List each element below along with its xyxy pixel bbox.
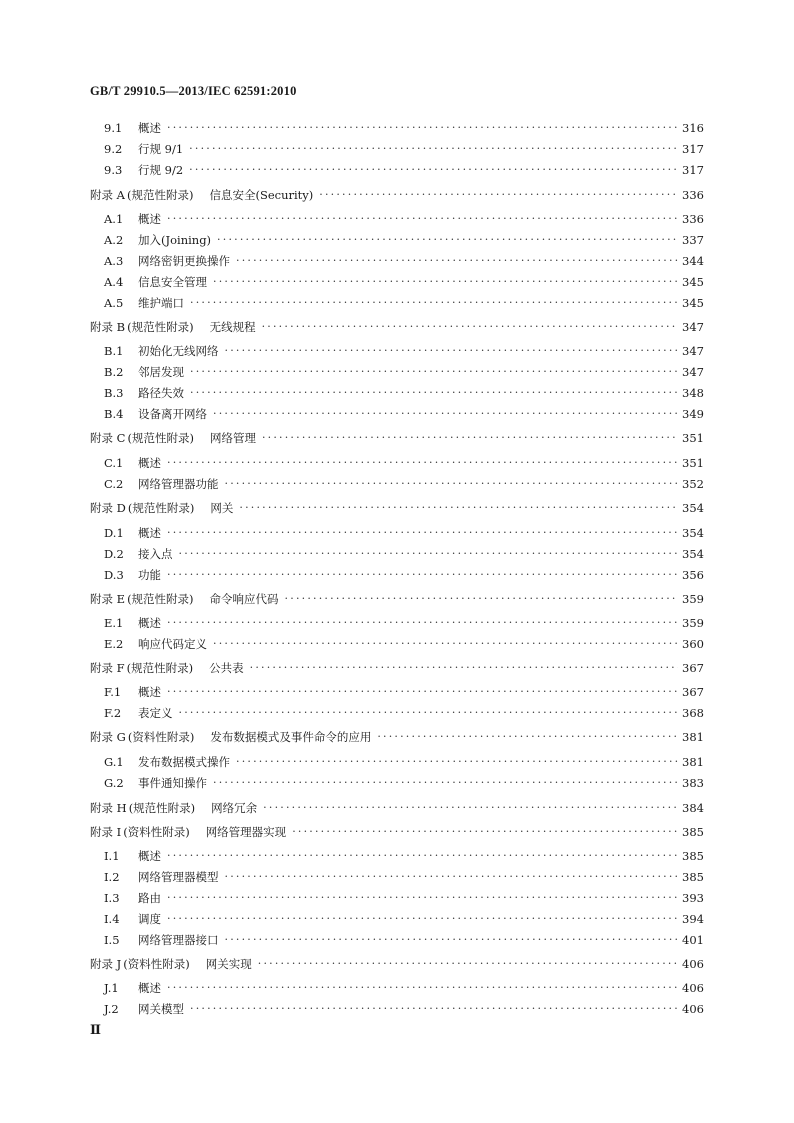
toc-section-entry[interactable]	[104, 384, 704, 402]
toc-entry-annex-type: (规范性附录)	[127, 320, 194, 334]
toc-entry-number: C.2	[104, 477, 124, 491]
toc-entry-title: 行规 9/2	[138, 163, 184, 177]
toc-entry-title: 网络冗余	[211, 801, 258, 815]
toc-entry-page: 406	[682, 957, 704, 971]
toc-entry-page: 401	[682, 933, 704, 947]
toc-dot-leader	[225, 931, 679, 949]
toc-entry-annex-type: (资料性附录)	[123, 825, 190, 839]
toc-appendix-entry[interactable]	[90, 318, 704, 336]
toc-entry-title: 路径失效	[138, 386, 184, 400]
toc-entry-title: 行规 9/1	[138, 142, 184, 156]
toc-entry-title: 网络密钥更换操作	[138, 254, 230, 268]
toc-entry-title: 概述	[138, 526, 161, 540]
toc-section-entry[interactable]	[104, 635, 704, 653]
toc-entry-number: B.3	[104, 386, 124, 400]
toc-entry-page: 406	[682, 981, 704, 995]
toc-entry-title: 网络管理器模型	[138, 870, 219, 884]
toc-entry-page: 393	[682, 891, 704, 905]
toc-dot-leader	[250, 659, 678, 677]
toc-entry-page: 317	[682, 142, 704, 156]
toc-dot-leader	[217, 231, 678, 249]
toc-entry-title: 调度	[138, 912, 161, 926]
toc-section-entry[interactable]	[104, 704, 704, 722]
toc-entry-page: 359	[682, 592, 704, 606]
toc-section-entry[interactable]	[104, 342, 704, 360]
toc-entry-page: 336	[682, 188, 704, 202]
toc-entry-number: A.2	[104, 233, 124, 247]
toc-appendix-entry[interactable]	[90, 186, 704, 204]
toc-entry-number: I.1	[104, 849, 120, 863]
toc-appendix-entry[interactable]	[90, 799, 704, 817]
toc-section-entry[interactable]	[104, 294, 704, 312]
toc-dot-leader	[167, 847, 678, 865]
toc-entry-page: 385	[682, 849, 704, 863]
toc-entry-number: 附录 H	[90, 801, 127, 815]
toc-entry-number: 附录 F	[90, 661, 125, 675]
toc-dot-leader	[213, 273, 678, 291]
toc-dot-leader	[239, 499, 678, 517]
toc-dot-leader	[167, 566, 678, 584]
toc-section-entry[interactable]	[104, 868, 704, 886]
toc-section-entry[interactable]	[104, 454, 704, 472]
toc-entry-annex-type: (规范性附录)	[127, 431, 194, 445]
toc-entry-page: 347	[682, 320, 704, 334]
toc-entry-title: 响应代码定义	[138, 637, 207, 651]
toc-entry-number: J.1	[104, 981, 119, 995]
toc-entry-number: I.4	[104, 912, 120, 926]
toc-entry-title: 无线规程	[209, 320, 256, 334]
toc-entry-number: 附录 I	[90, 825, 122, 839]
toc-dot-leader	[225, 342, 679, 360]
toc-entry-page: 359	[682, 616, 704, 630]
toc-dot-leader	[167, 119, 678, 137]
toc-entry-number: G.1	[104, 755, 124, 769]
toc-dot-leader	[213, 774, 678, 792]
toc-dot-leader	[167, 454, 678, 472]
toc-dot-leader	[167, 524, 678, 542]
toc-entry-annex-type: (规范性附录)	[126, 661, 194, 675]
toc-dot-leader	[189, 161, 678, 179]
toc-dot-leader	[190, 363, 678, 381]
toc-entry-title: 加入(Joining)	[138, 233, 212, 247]
toc-entry-page: 336	[682, 212, 704, 226]
toc-entry-page: 384	[682, 801, 704, 815]
toc-entry-title: 网络管理器功能	[138, 477, 219, 491]
toc-entry-page: 367	[682, 661, 704, 675]
toc-dot-leader	[167, 979, 678, 997]
toc-entry-number: C.1	[104, 456, 124, 470]
toc-entry-title: 概述	[138, 616, 161, 630]
toc-entry-title: 概述	[138, 212, 161, 226]
toc-section-entry[interactable]	[104, 979, 704, 997]
toc-entry-title: 概述	[138, 685, 161, 699]
toc-dot-leader	[167, 889, 678, 907]
toc-entry-page: 351	[682, 456, 704, 470]
toc-dot-leader	[262, 318, 678, 336]
toc-dot-leader	[189, 140, 678, 158]
toc-appendix-entry[interactable]	[90, 659, 704, 677]
toc-dot-leader	[167, 910, 678, 928]
toc-dot-leader	[377, 728, 678, 746]
toc-entry-title: 表定义	[138, 706, 173, 720]
toc-entry-number: D.1	[104, 526, 124, 540]
toc-entry-number: 附录 C	[90, 431, 126, 445]
toc-section-entry[interactable]	[104, 161, 704, 179]
toc-entry-number: F.2	[104, 706, 122, 720]
toc-entry-page: 383	[682, 776, 704, 790]
toc-entry-number: 9.3	[104, 163, 123, 177]
toc-entry-page: 394	[682, 912, 704, 926]
toc-entry-title: 信息安全管理	[138, 275, 207, 289]
toc-entry-title: 设备离开网络	[138, 407, 207, 421]
toc-entry-title: 公共表	[209, 661, 244, 675]
toc-entry-number: D.2	[104, 547, 124, 561]
toc-entry-annex-type: (资料性附录)	[123, 957, 190, 971]
toc-entry-page: 316	[682, 121, 704, 135]
toc-dot-leader	[285, 590, 678, 608]
toc-entry-annex-type: (规范性附录)	[126, 188, 194, 202]
toc-dot-leader	[190, 1000, 678, 1018]
toc-entry-number: I.2	[104, 870, 120, 884]
toc-entry-page: 360	[682, 637, 704, 651]
toc-entry-page: 317	[682, 163, 704, 177]
toc-dot-leader	[213, 405, 678, 423]
toc-entry-number: B.1	[104, 344, 124, 358]
toc-section-entry[interactable]	[104, 614, 704, 632]
toc-entry-title: 概述	[138, 121, 161, 135]
toc-appendix-entry[interactable]	[90, 499, 704, 517]
toc-entry-title: 发布数据模式操作	[138, 755, 230, 769]
toc-entry-title: 初始化无线网络	[138, 344, 219, 358]
toc-entry-title: 网关模型	[138, 1002, 184, 1016]
toc-entry-number: J.2	[104, 1002, 119, 1016]
toc-section-entry[interactable]	[104, 140, 704, 158]
toc-entry-number: I.3	[104, 891, 120, 905]
toc-entry-number: I.5	[104, 933, 120, 947]
toc-entry-number: 附录 D	[90, 501, 126, 515]
toc-entry-title: 网络管理	[209, 431, 256, 445]
toc-dot-leader	[179, 704, 679, 722]
toc-entry-title: 路由	[138, 891, 161, 905]
toc-entry-page: 356	[682, 568, 704, 582]
toc-dot-leader	[292, 823, 678, 841]
toc-dot-leader	[167, 683, 678, 701]
page-number: Ⅱ	[90, 1022, 101, 1037]
toc-entry-page: 345	[682, 296, 704, 310]
toc-section-entry[interactable]	[104, 524, 704, 542]
toc-entry-number: 附录 J	[90, 957, 122, 971]
toc-entry-page: 344	[682, 254, 704, 268]
toc-entry-number: D.3	[104, 568, 124, 582]
toc-entry-title: 命令响应代码	[209, 592, 279, 606]
toc-entry-page: 385	[682, 825, 704, 839]
toc-entry-page: 367	[682, 685, 704, 699]
toc-dot-leader	[236, 753, 678, 771]
toc-section-entry[interactable]	[104, 405, 704, 423]
toc-entry-page: 385	[682, 870, 704, 884]
toc-entry-page: 337	[682, 233, 704, 247]
toc-entry-annex-type: (规范性附录)	[128, 801, 196, 815]
toc-section-entry[interactable]	[104, 1000, 704, 1018]
toc-entry-number: G.2	[104, 776, 124, 790]
toc-entry-number: 附录 A	[90, 188, 125, 202]
toc-entry-number: B.2	[104, 365, 124, 379]
toc-entry-page: 348	[682, 386, 704, 400]
toc-entry-number: 9.1	[104, 121, 123, 135]
toc-entry-page: 381	[682, 755, 704, 769]
toc-entry-title: 网络管理器实现	[205, 825, 287, 839]
toc-section-entry[interactable]	[104, 231, 704, 249]
toc-section-entry[interactable]	[104, 545, 704, 563]
toc-entry-page: 354	[682, 501, 704, 515]
toc-entry-page: 351	[682, 431, 704, 445]
toc-dot-leader	[213, 635, 678, 653]
toc-entry-title: 信息安全(Security)	[209, 188, 314, 202]
toc-entry-number: A.3	[104, 254, 124, 268]
toc-section-entry[interactable]	[104, 774, 704, 792]
toc-dot-leader	[167, 210, 678, 228]
toc-entry-page: 381	[682, 730, 704, 744]
toc-entry-number: A.5	[104, 296, 124, 310]
toc-entry-annex-type: (规范性附录)	[127, 592, 194, 606]
toc-entry-annex-type: (规范性附录)	[127, 501, 195, 515]
toc-entry-title: 概述	[138, 456, 161, 470]
toc-section-entry[interactable]	[104, 273, 704, 291]
toc-entry-number: 附录 E	[90, 592, 126, 606]
toc-dot-leader	[225, 475, 679, 493]
toc-section-entry[interactable]	[104, 210, 704, 228]
toc-entry-title: 功能	[138, 568, 161, 582]
toc-entry-page: 345	[682, 275, 704, 289]
toc-section-entry[interactable]	[104, 753, 704, 771]
toc-entry-title: 接入点	[138, 547, 173, 561]
toc-entry-number: 附录 B	[90, 320, 126, 334]
toc-appendix-entry[interactable]	[90, 429, 704, 447]
toc-entry-title: 邻居发现	[138, 365, 184, 379]
toc-entry-number: F.1	[104, 685, 122, 699]
toc-section-entry[interactable]	[104, 889, 704, 907]
toc-entry-number: E.2	[104, 637, 124, 651]
toc-dot-leader	[190, 384, 678, 402]
toc-entry-number: 附录 G	[90, 730, 126, 744]
toc-entry-number: B.4	[104, 407, 124, 421]
toc-section-entry[interactable]	[104, 119, 704, 137]
toc-entry-number: 9.2	[104, 142, 123, 156]
toc-entry-title: 网关	[210, 501, 234, 515]
toc-section-entry[interactable]	[104, 683, 704, 701]
toc-entry-page: 354	[682, 526, 704, 540]
document-header: GB/T 29910.5—2013/IEC 62591:2010	[90, 84, 297, 98]
toc-dot-leader	[179, 545, 679, 563]
toc-appendix-entry[interactable]	[90, 728, 704, 746]
toc-dot-leader	[258, 955, 678, 973]
toc-entry-title: 发布数据模式及事件命令的应用	[210, 730, 372, 744]
toc-entry-page: 349	[682, 407, 704, 421]
toc-section-entry[interactable]	[104, 847, 704, 865]
toc-appendix-entry[interactable]	[90, 590, 704, 608]
toc-section-entry[interactable]	[104, 363, 704, 381]
toc-appendix-entry[interactable]	[90, 823, 704, 841]
toc-appendix-entry[interactable]	[90, 955, 704, 973]
toc-entry-page: 406	[682, 1002, 704, 1016]
toc-entry-title: 网络管理器接口	[138, 933, 219, 947]
toc-entry-title: 概述	[138, 849, 161, 863]
toc-entry-title: 事件通知操作	[138, 776, 207, 790]
toc-dot-leader	[236, 252, 678, 270]
toc-entry-annex-type: (资料性附录)	[127, 730, 195, 744]
toc-entry-page: 352	[682, 477, 704, 491]
toc-section-entry[interactable]	[104, 252, 704, 270]
toc-section-entry[interactable]	[104, 931, 704, 949]
toc-dot-leader	[167, 614, 678, 632]
toc-entry-title: 网关实现	[205, 957, 252, 971]
toc-dot-leader	[225, 868, 679, 886]
toc-entry-number: A.1	[104, 212, 124, 226]
toc-dot-leader	[319, 186, 678, 204]
toc-section-entry[interactable]	[104, 475, 704, 493]
toc-dot-leader	[262, 429, 678, 447]
toc-entry-title: 维护端口	[138, 296, 184, 310]
toc-section-entry[interactable]	[104, 566, 704, 584]
toc-entry-title: 概述	[138, 981, 161, 995]
toc-section-entry[interactable]	[104, 910, 704, 928]
toc-dot-leader	[263, 799, 678, 817]
toc-entry-number: E.1	[104, 616, 124, 630]
toc-entry-page: 368	[682, 706, 704, 720]
toc-entry-page: 347	[682, 344, 704, 358]
toc-dot-leader	[190, 294, 678, 312]
toc-entry-page: 354	[682, 547, 704, 561]
toc-entry-page: 347	[682, 365, 704, 379]
toc-entry-number: A.4	[104, 275, 124, 289]
